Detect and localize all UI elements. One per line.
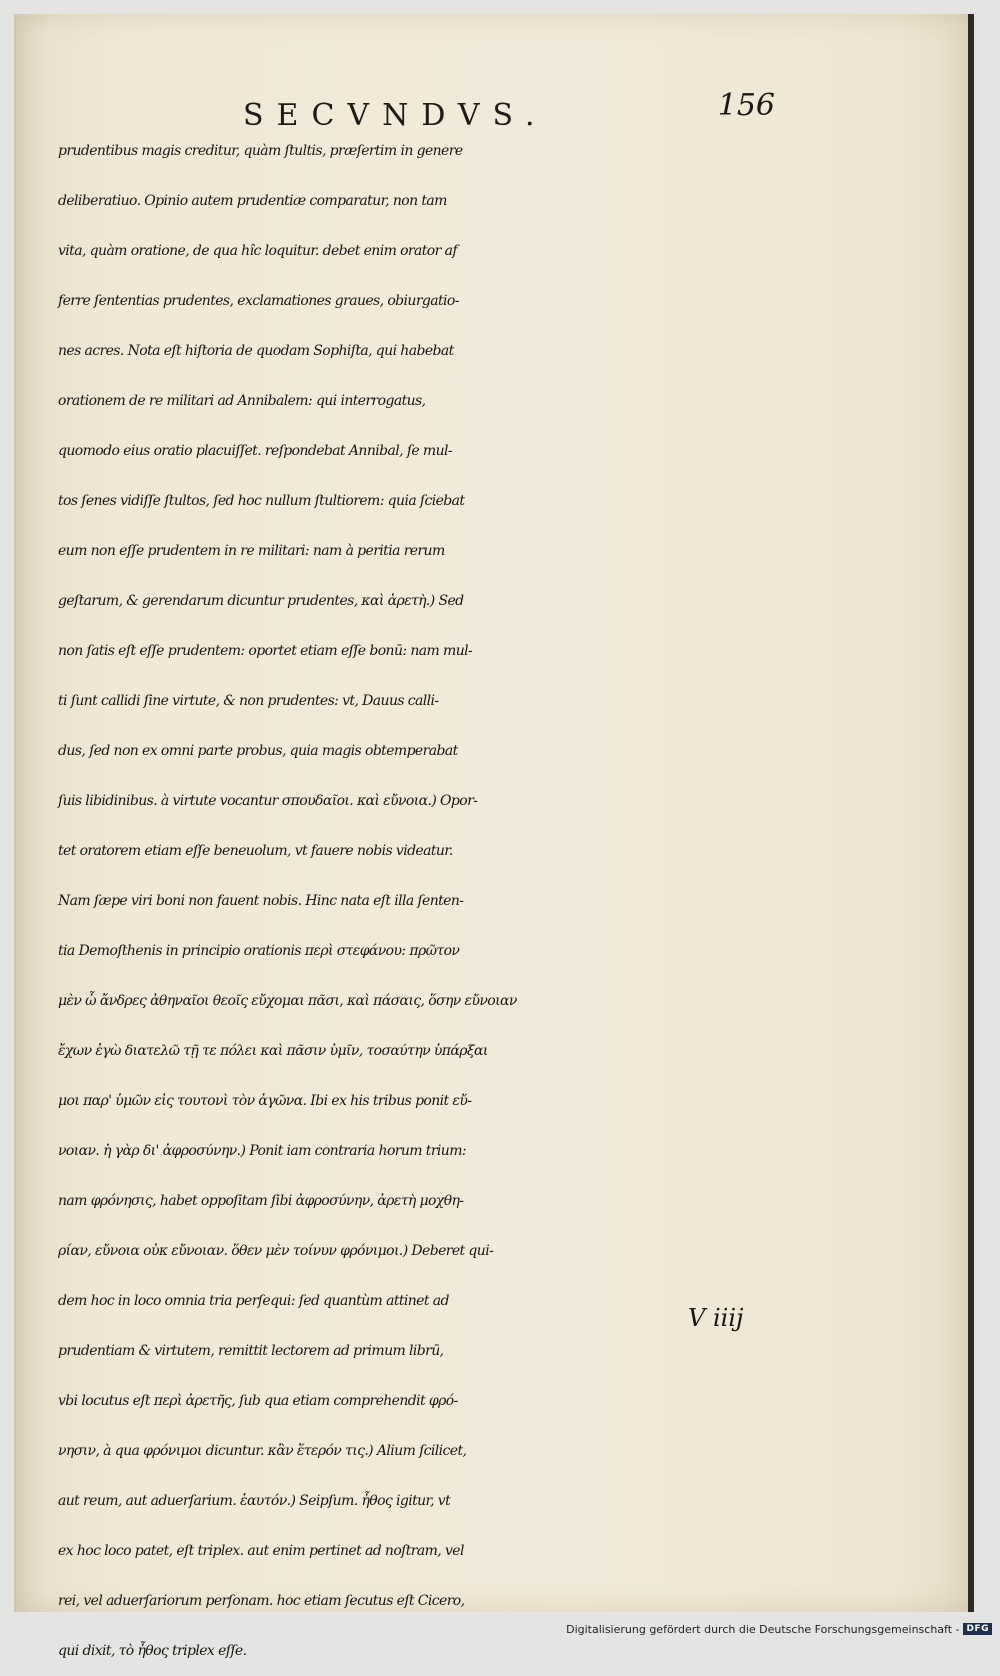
text-line: ἔχων ἐγὼ διατελῶ τῇ τε πόλει καὶ πᾶσιν ὑμῖν, τοσαύτην ὑπάρξαι bbox=[58, 1043, 488, 1059]
text-line: nes acres. Nota eſt hiſtoria de quodam Sophiſta, qui habebat bbox=[58, 343, 454, 359]
text-line: geſtarum, & gerendarum dicuntur prudentes, καὶ ἀρετὴ.) Sed bbox=[58, 593, 464, 609]
text-line: rei, vel aduerſariorum perſonam. hoc etiam ſecutus eſt Cicero, bbox=[58, 1593, 465, 1609]
text-line: eum non eſſe prudentem in re militari: nam à peritia rerum bbox=[58, 543, 445, 559]
text-line: aut reum, aut aduerſarium. ἑαυτόν.) Seipſum. ἦθος igitur, vt bbox=[58, 1493, 451, 1509]
text-line: μοι παρ' ὑμῶν εἰς τουτονὶ τὸν ἀγῶνα. Ibi ex his tribus ponit εὔ- bbox=[58, 1093, 472, 1109]
text-line: non ſatis eſt eſſe prudentem: oportet etiam eſſe bonū: nam mul- bbox=[58, 643, 473, 659]
text-line: Nam ſæpe viri boni non fauent nobis. Hinc nata eſt illa ſenten- bbox=[58, 893, 464, 909]
text-line: ti ſunt callidi ſine virtute, & non prudentes: vt, Dauus calli- bbox=[58, 693, 439, 709]
text-line: tos ſenes vidiſſe ſtultos, ſed hoc nullum ſtultiorem: quia ſciebat bbox=[58, 493, 465, 509]
text-line: μὲν ὦ ἄνδρες ἀθηναῖοι θεοῖς εὔχομαι πᾶσι, καὶ πάσαις, ὅσην εὔνοιαν bbox=[58, 993, 517, 1009]
credit-text: Digitalisierung gefördert durch die Deutsche Forschungsgemeinschaft - bbox=[566, 1622, 960, 1636]
text-line: deliberatiuo. Opinio autem prudentiæ comparatur, non tam bbox=[58, 193, 447, 209]
text-line: tia Demoſthenis in principio orationis περὶ στεφάνου: πρῶτον bbox=[58, 943, 460, 959]
text-line: νησιν, à qua φρόνιμοι dicuntur. κἂν ἕτερόν τις.) Alium ſcilicet, bbox=[58, 1443, 467, 1459]
text-line: ρίαν, εὔνοια οὐκ εὔνοιαν. ὅθεν μὲν τοίνυν φρόνιμοι.) Deberet qui- bbox=[58, 1243, 494, 1259]
text-line: orationem de re militari ad Annibalem: qui interrogatus, bbox=[58, 393, 426, 409]
digitization-credit bbox=[566, 1619, 992, 1639]
text-line: vita, quàm oratione, de qua hîc loquitur. debet enim orator af bbox=[58, 243, 457, 259]
text-line: ferre ſententias prudentes, exclamationes graues, obiurgatio- bbox=[58, 293, 459, 309]
text-line: prudentibus magis creditur, quàm ſtultis, præſertim in genere bbox=[58, 143, 463, 159]
text-line: dus, ſed non ex omni parte probus, quia magis obtemperabat bbox=[58, 743, 458, 759]
text-block bbox=[58, 126, 814, 1676]
text-line: quomodo eius oratio placuiſſet. reſpondebat Annibal, ſe mul- bbox=[58, 443, 453, 459]
text-line: nam φρόνησις, habet oppoſitam ſibi ἀφροσύνην, ἀρετὴ μοχθη- bbox=[58, 1193, 464, 1209]
text-line: νοιαν. ἡ γὰρ δι' ἀφροσύνην.) Ponit iam contraria horum trium: bbox=[58, 1143, 467, 1159]
text-line: tet oratorem etiam eſſe beneuolum, vt fauere nobis videatur. bbox=[58, 843, 453, 859]
text-line: prudentiam & virtutem, remittit lectorem ad primum librū, bbox=[58, 1343, 444, 1359]
running-head: SECVNDVS. bbox=[243, 98, 548, 133]
text-line: qui dixit, τὸ ἦθος triplex eſſe. bbox=[58, 1643, 247, 1659]
text-line: ex hoc loco patet, eſt triplex. aut enim pertinet ad noſtram, vel bbox=[58, 1543, 464, 1559]
text-line: vbi locutus eſt περὶ ἀρετῆς, ſub qua etiam comprehendit φρό- bbox=[58, 1393, 458, 1409]
text-line: ſuis libidinibus. à virtute vocantur σπουδαῖοι. καὶ εὔνοια.) Opor- bbox=[58, 793, 478, 809]
dfg-logo-icon: DFG bbox=[963, 1623, 992, 1635]
page-number: 156 bbox=[717, 88, 775, 123]
signature-mark: V iiij bbox=[688, 1304, 744, 1332]
text-line: dem hoc in loco omnia tria perſequi: ſed quantùm attinet ad bbox=[58, 1293, 449, 1309]
